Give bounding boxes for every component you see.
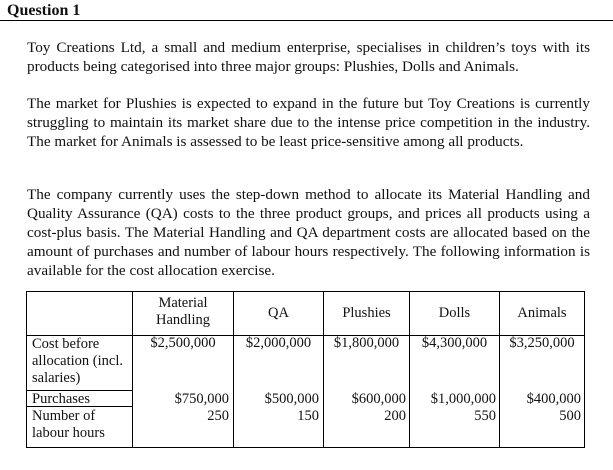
header-plushies: Plushies — [342, 305, 391, 321]
hours-dolls: 550 — [474, 408, 496, 424]
row-label-purchases: Purchases — [32, 391, 90, 407]
purchases-animals: $400,000 — [526, 391, 581, 407]
header-animals: Animals — [517, 305, 567, 321]
hours-plushies: 200 — [384, 408, 406, 424]
heading-divider — [0, 20, 613, 21]
market-paragraph: The market for Plushies is expected to expand in the future but Toy Creations is currently struggling to maintain its market share due to the intense price competition in the industry. The market for Animals is assessed to be least price-sensitive among all products. — [27, 95, 590, 150]
purchases-material-handling: $750,000 — [174, 391, 229, 407]
question-heading: Question 1 — [7, 2, 81, 19]
row-label-cost-before: Cost before allocation (incl. salaries) — [32, 336, 123, 386]
cost-allocation-table — [26, 291, 585, 448]
cost-animals: $3,250,000 — [509, 335, 575, 351]
purchases-plushies: $600,000 — [351, 391, 406, 407]
allocation-paragraph: The company currently uses the step-down method to allocate its Material Handling and Quality Assurance (QA) costs to the three product groups, and prices all products using a cost-plus basis. The Material Handling and QA department costs are allocated based on the amount of purchases and number of labour hours respectively. The following information is available for the cost allocation exercise. — [27, 186, 590, 279]
hours-animals: 500 — [559, 408, 581, 424]
cost-material-handling: $2,500,000 — [150, 335, 216, 351]
intro-paragraph: Toy Creations Ltd, a small and medium enterprise, specialises in children’s toys with its products being categorised into three major groups: Plushies, Dolls and Animals. — [27, 39, 590, 75]
row-label-labour-hours: Number of labour hours — [32, 408, 105, 441]
purchases-dolls: $1,000,000 — [430, 391, 496, 407]
header-material-handling: Material Handling — [156, 295, 210, 328]
cost-qa: $2,000,000 — [245, 335, 312, 351]
cost-dolls: $4,300,000 — [421, 335, 488, 351]
hours-qa: 150 — [297, 408, 319, 424]
cost-plushies: $1,800,000 — [333, 335, 400, 351]
purchases-qa: $500,000 — [264, 391, 319, 407]
header-dolls: Dolls — [438, 305, 471, 321]
header-qa: QA — [268, 305, 289, 321]
hours-material-handling: 250 — [207, 408, 229, 424]
